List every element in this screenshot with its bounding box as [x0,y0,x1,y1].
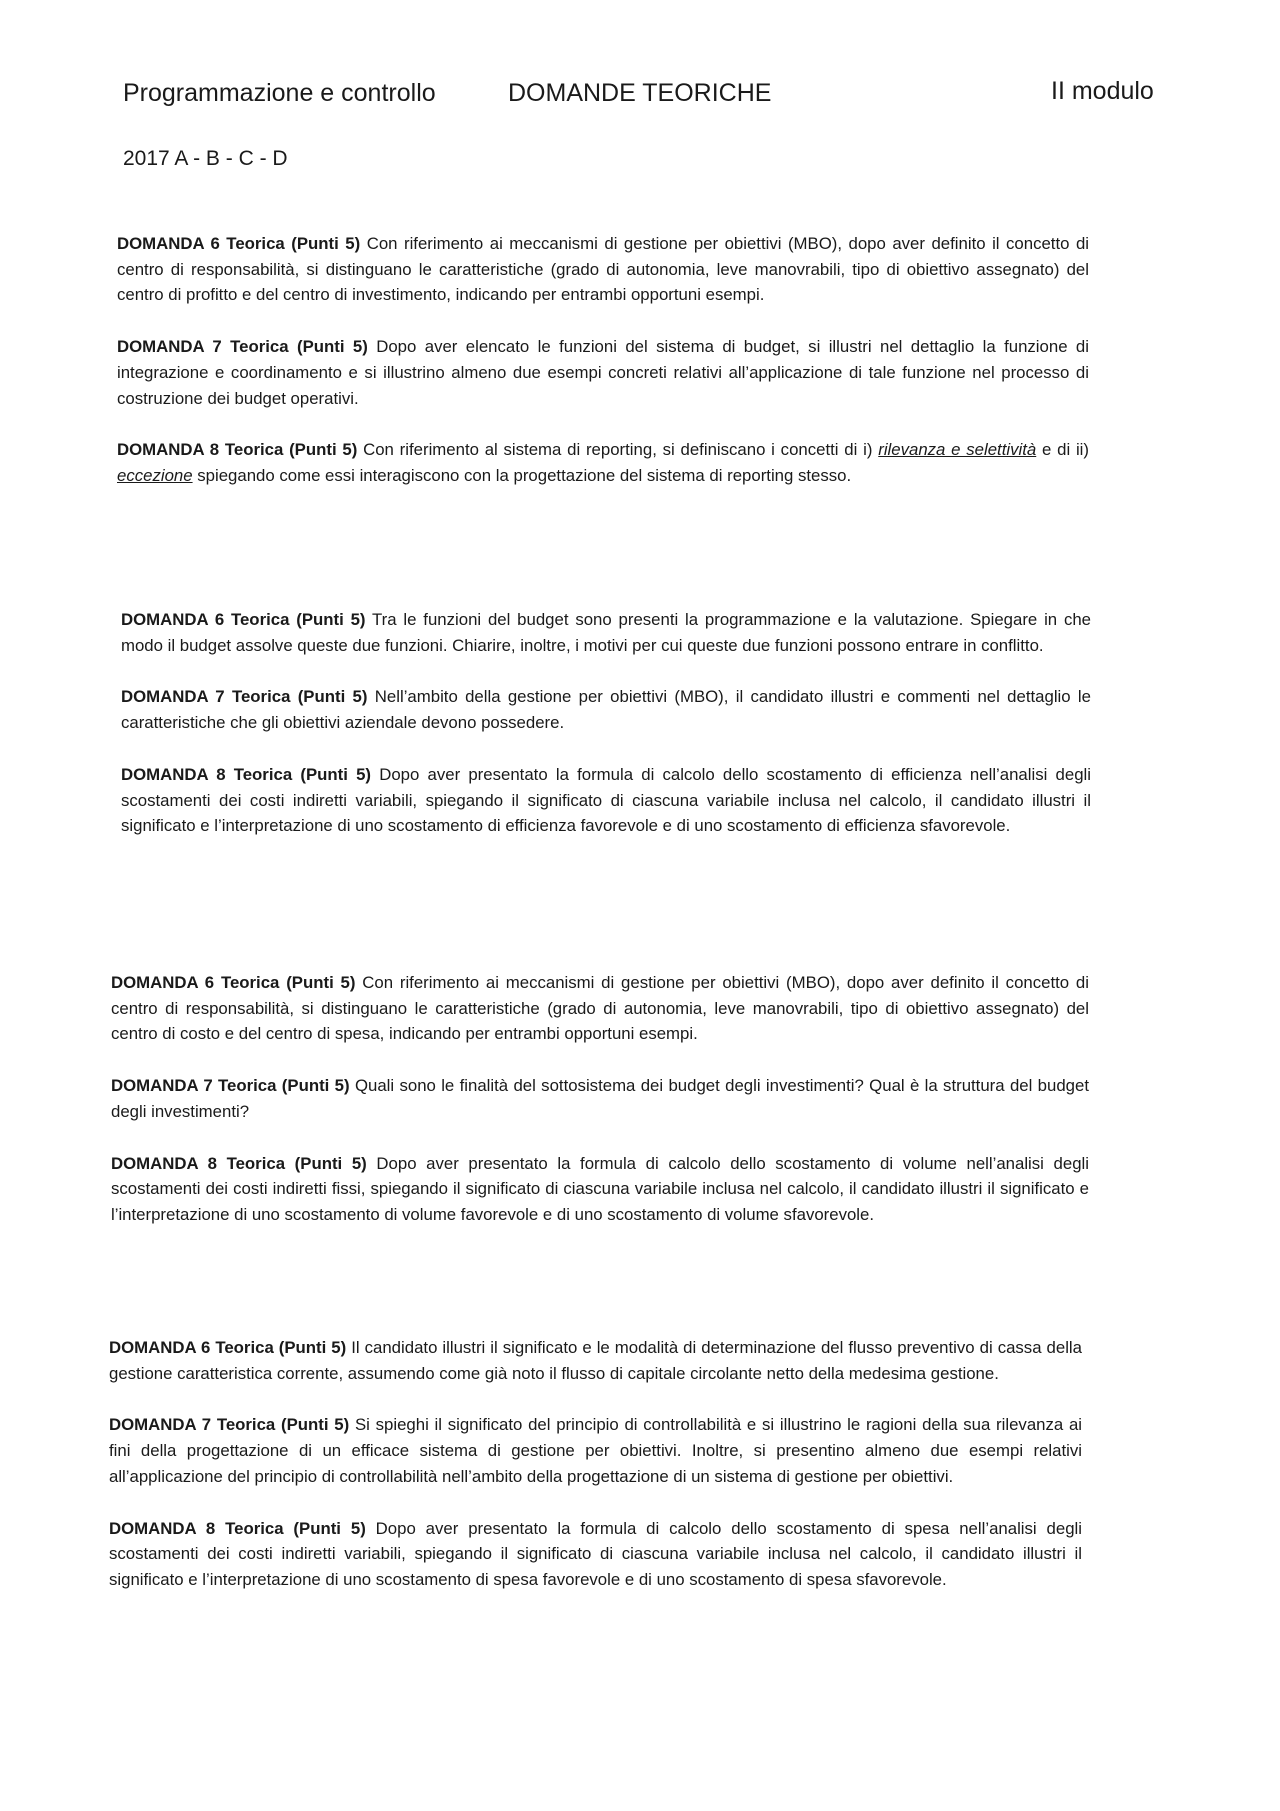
question-7 [109,1412,1082,1489]
question-label: DOMANDA 8 Teorica (Punti 5) [109,1518,366,1538]
underlined-term: eccezione [117,465,193,485]
question-6 [117,231,1089,308]
question-text: Il candidato illustri il significato e le modalità di determinazione del flusso preventivo di cassa della gestione caratteristica corrente, assumendo come già noto il flusso di capitale circolante netto della medesima gestione. [109,1338,1082,1383]
question-label: DOMANDA 7 Teorica (Punti 5) [117,337,368,357]
question-label: DOMANDA 6 Teorica (Punti 5) [111,973,356,992]
question-label: DOMANDA 6 Teorica (Punti 5) [121,610,366,629]
question-text: Tra le funzioni del budget sono presenti la programmazione e la valutazione. Spiegare in che modo il budget assolve queste due funzioni. Chiarire, inoltre, i motivi per cui queste due funzioni possono entrare in conflitto. [121,610,1092,655]
question-7 [121,684,1091,735]
course-title: Programmazione e controllo [123,79,436,107]
underlined-term: rilevanza e selettività [878,440,1037,460]
document-title: DOMANDE TEORICHE [508,79,772,107]
question-set-c [111,970,1089,1228]
question-label: DOMANDA 8 Teorica (Punti 5) [111,1153,367,1173]
question-8 [111,1151,1089,1228]
question-label: DOMANDA 8 Teorica (Punti 5) [117,440,358,460]
question-label: DOMANDA 7 Teorica (Punti 5) [111,1076,350,1096]
question-label: DOMANDA 6 Teorica (Punti 5) [109,1338,347,1357]
question-7 [111,1073,1089,1124]
question-text: Nell’ambito della gestione per obiettivi (MBO), il candidato illustri e commenti nel dettaglio le caratteristiche che gli obiettivi aziendale devono possedere. [121,687,1091,733]
question-6 [121,607,1091,658]
question-text: Dopo aver elencato le funzioni del sistema di budget, si illustri nel dettaglio la funzione di integrazione e coordinamento e si illustrino almeno due esempi concreti relativi all’applicazione di tale funzione nel processo di costruzione dei budget operativi. [117,337,1089,408]
question-text: Con riferimento ai meccanismi di gestione per obiettivi (MBO), dopo aver definito il concetto di centro di responsabilità, si distinguano le caratteristiche (grado di autonomia, leve manovrabili, tipo di obiettivo assegnato) del centro di costo e del centro di spesa, indicando per entrambi opportuni esempi. [111,973,1089,1044]
question-text: Dopo aver presentato la formula di calcolo dello scostamento di spesa nell’analisi degli scostamenti dei costi indiretti variabili, spiegando il significato di ciascuna variabile inclusa nel calcolo, il candidato illustri il significato e l’interpretazione di uno scostamento di spesa favorevole e di uno scostamento di spesa sfavorevole. [109,1518,1082,1589]
question-7 [117,334,1089,411]
question-8 [121,762,1091,839]
question-label: DOMANDA 8 Teorica (Punti 5) [121,764,371,784]
question-set-a [117,231,1089,489]
question-8 [109,1516,1082,1593]
question-set-b [121,607,1091,839]
question-text: Dopo aver presentato la formula di calcolo dello scostamento di volume nell’analisi degli scostamenti dei costi indiretti fissi, spiegando il significato di ciascuna variabile inclusa nel calcolo, il candidato illustri il significato e l’interpretazione di uno scostamento di volume favorevole e di uno scostamento di volume sfavorevole. [111,1153,1089,1224]
module-label: II modulo [1051,77,1154,105]
page-header [0,0,1280,200]
question-text-middle: e di ii) [1042,440,1089,460]
question-text-after: spiegando come essi interagiscono con la progettazione del sistema di reporting stesso. [197,465,852,485]
question-6 [111,970,1089,1047]
question-text: Dopo aver presentato la formula di calcolo dello scostamento di efficienza nell’analisi degli scostamenti dei costi indiretti variabili, spiegando il significato di ciascuna variabile inclusa nel calcolo, il candidato illustri il significato e l’interpretazione di uno scostamento di efficienza favorevole e di uno scostamento di efficienza sfavorevole. [121,764,1091,836]
question-text: Si spieghi il significato del principio di controllabilità e si illustrino le ragioni della sua rilevanza ai fini della progettazione di un efficace sistema di gestione per obiettivi. Inoltre, si presentino almeno due esempi relativi all’applicazione del principio di controllabilità nell’ambito della progettazione di un sistema di gestione per obiettivi. [109,1415,1083,1486]
question-text: Con riferimento ai meccanismi di gestione per obiettivi (MBO), dopo aver definito il concetto di centro di responsabilità, si distinguano le caratteristiche (grado di autonomia, leve manovrabili, tipo di obiettivo assegnato) del centro di profitto e del centro di investimento, indicando per entrambi opportuni esempi. [117,234,1090,305]
question-text-before: Con riferimento al sistema di reporting, si definiscano i concetti di i) [363,440,873,460]
question-label: DOMANDA 7 Teorica (Punti 5) [121,687,368,707]
question-text: Quali sono le finalità del sottosistema dei budget degli investimenti? Qual è la struttura del budget degli investimenti? [111,1076,1090,1121]
question-label: DOMANDA 7 Teorica (Punti 5) [109,1415,350,1435]
question-6 [109,1335,1082,1386]
question-8 [117,437,1089,488]
question-label: DOMANDA 6 Teorica (Punti 5) [117,234,361,253]
exam-sessions: 2017 A - B - C - D [123,147,288,170]
question-set-d [109,1335,1082,1593]
